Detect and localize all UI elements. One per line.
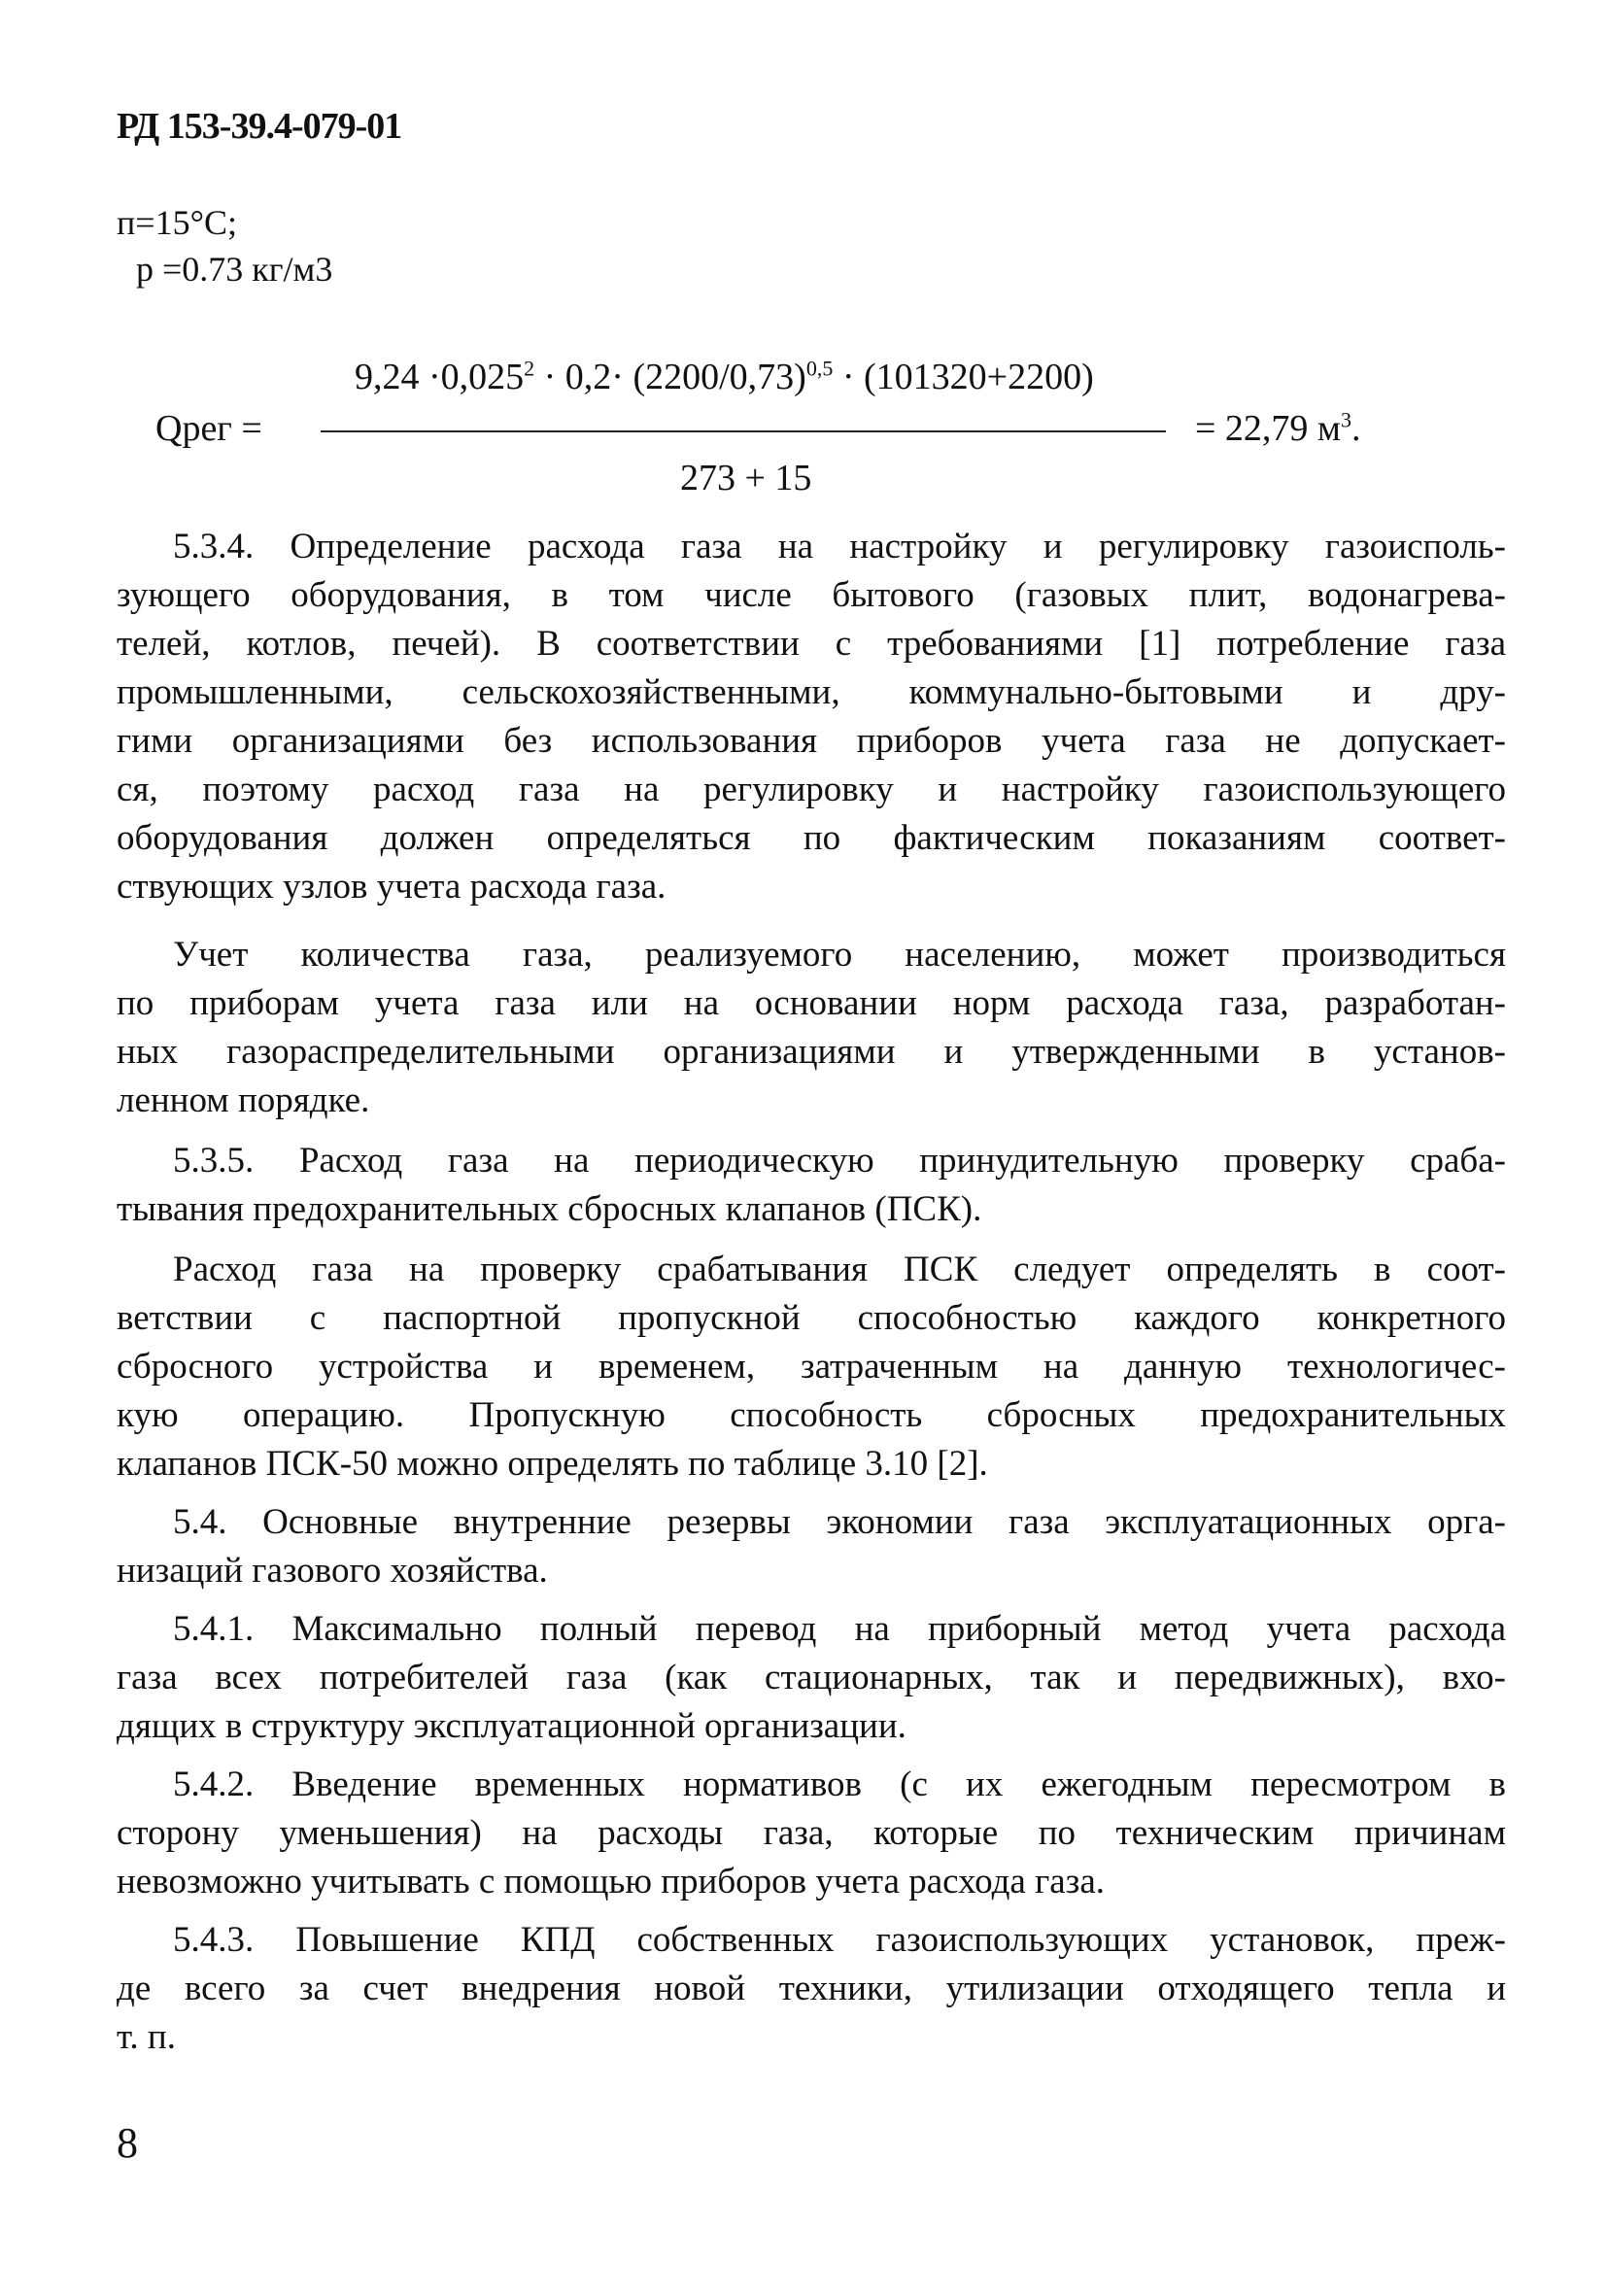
text-line: телей, котлов, печей). В соответствии с требованиями [1] потребление газа [117,624,1506,664]
exponent: 2 [524,356,535,381]
paragraph [117,1761,1506,1906]
text-line: зующего оборудования, в том числе бытового (газовых плит, водонагрева- [117,575,1506,615]
document-code-header: РД 153-39.4-079-01 [117,106,402,147]
text-line: 5.4. Основные внутренние резервы экономии газа эксплуатационных орга- [173,1502,1506,1542]
text-line: клапанов ПСК-50 можно определять по таблице 3.10 [2]. [117,1444,988,1484]
paragraph [117,1916,1506,2062]
fraction-bar [321,430,1166,432]
text-line: оборудования должен определяться по фактическим показаниям соответ- [117,818,1506,858]
text-line: де всего за счет внедрения новой техники, утилизации отходящего тепла и [117,1969,1506,2008]
numerator-part: · (101320+2200) [833,357,1094,397]
paragraph [117,1498,1506,1595]
body-text [117,513,1506,2062]
text-line: Учет количества газа, реализуемого населению, может производиться [173,935,1506,975]
text-line: 5.3.4. Определение расхода газа на настройку и регулировку газоисполь- [173,527,1506,566]
text-line: кую операцию. Пропускную способность сбросных предохранительных [117,1395,1506,1435]
density-value: р =0.73 кг/м3 [136,250,333,289]
text-line: 5.4.1. Максимально полный перевод на приборный метод учета расхода [173,1609,1506,1649]
numerator-part: 9,24 ·0,025 [355,357,525,397]
text-line: невозможно учитывать с помощью приборов учета расхода газа. [117,1862,1105,1902]
text-line: промышленными, сельскохозяйственными, коммунально-бытовыми и дру- [117,672,1506,712]
paragraph [117,1137,1506,1234]
text-line: тывания предохранительных сбросных клапанов (ПСК). [117,1189,982,1229]
text-line: ветствии с паспортной пропускной способностью каждого конкретного [117,1298,1506,1338]
paragraph [117,523,1506,911]
paragraph [117,1246,1506,1489]
text-line: сбросного устройства и временем, затраченным на данную технологичес- [117,1347,1506,1387]
text-line: 5.4.3. Повышение КПД собственных газоиспользующих установок, преж- [173,1920,1506,1960]
text-line: ленном порядке. [117,1080,370,1120]
result-end: . [1351,408,1361,449]
text-line: Расход газа на проверку срабатывания ПСК следует определять в соот- [173,1250,1506,1289]
formula-label: Qрег = [155,408,262,449]
formula-denominator: 273 + 15 [680,458,812,498]
exponent: 0,5 [805,356,834,381]
result-exponent: 3 [1340,407,1351,432]
text-line: дящих в структуру эксплуатационной организации. [117,1706,906,1746]
paragraph [117,931,1506,1125]
formula-numerator [355,356,1094,398]
page-number: 8 [117,2119,138,2167]
text-line: ствующих узлов учета расхода газа. [117,867,667,907]
text-line: 5.3.5. Расход газа на периодическую принудительную проверку сраба- [173,1141,1506,1181]
text-line: гими организациями без использования приборов учета газа не допускает- [117,721,1506,761]
text-line: ся, поэтому расход газа на регулировку и настройку газоиспользующего [117,770,1506,809]
result-value: = 22,79 м [1195,408,1341,449]
text-line: т. п. [117,2017,176,2057]
text-line: по приборам учета газа или на основании норм расхода газа, разработан- [117,983,1506,1023]
paragraph [117,1605,1506,1751]
text-line: ных газораспределительными организациями и утвержденными в установ- [117,1032,1506,1072]
numerator-part: · 0,2· (2200/0,73) [534,357,806,397]
text-line: 5.4.2. Введение временных нормативов (с их ежегодным пересмотром в [173,1765,1506,1804]
text-line: низаций газового хозяйства. [117,1551,548,1591]
text-line: сторону уменьшения) на расходы газа, которые по техническим причинам [117,1813,1506,1853]
formula-result [1195,407,1360,450]
text-line: газа всех потребителей газа (как стационарных, так и передвижных), вхо- [117,1658,1506,1697]
temperature-value: п=15°С; [117,203,237,242]
